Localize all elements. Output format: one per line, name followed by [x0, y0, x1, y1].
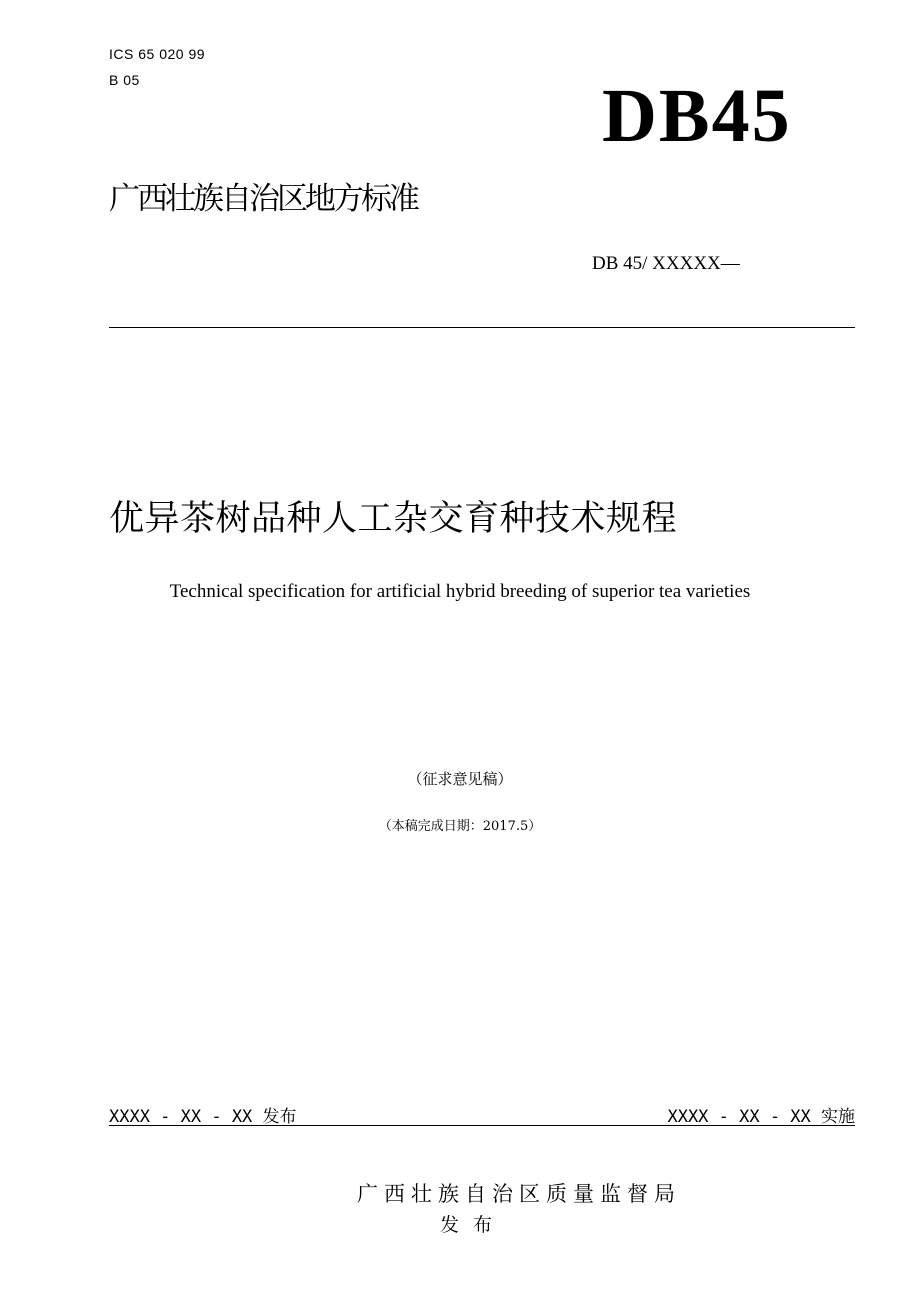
- publish-label: 发布: [440, 1214, 507, 1236]
- classification-code: B 05: [109, 72, 140, 88]
- standard-number: DB 45/ XXXXX—: [592, 253, 740, 274]
- completion-date-note: （本稿完成日期：2017.5）: [378, 819, 542, 834]
- top-divider: [109, 327, 855, 328]
- bottom-divider: [109, 1125, 855, 1126]
- issue-date: XXXX - XX - XX 发布: [109, 1107, 297, 1127]
- draft-status: （征求意见稿）: [407, 770, 513, 788]
- standard-kind: 广西壮族自治区地方标准: [109, 181, 417, 217]
- db45-logo: DB45: [602, 74, 792, 158]
- ics-code: ICS 65 020 99: [109, 46, 206, 62]
- document-title-english: Technical specification for artificial hybrid breeding of superior tea varieties: [169, 581, 751, 602]
- implementation-date: XXXX - XX - XX 实施: [667, 1107, 855, 1127]
- issuing-authority: 广西壮族自治区质量监督局: [357, 1182, 681, 1206]
- document-title-chinese: 优异茶树品种人工杂交育种技术规程: [109, 499, 678, 539]
